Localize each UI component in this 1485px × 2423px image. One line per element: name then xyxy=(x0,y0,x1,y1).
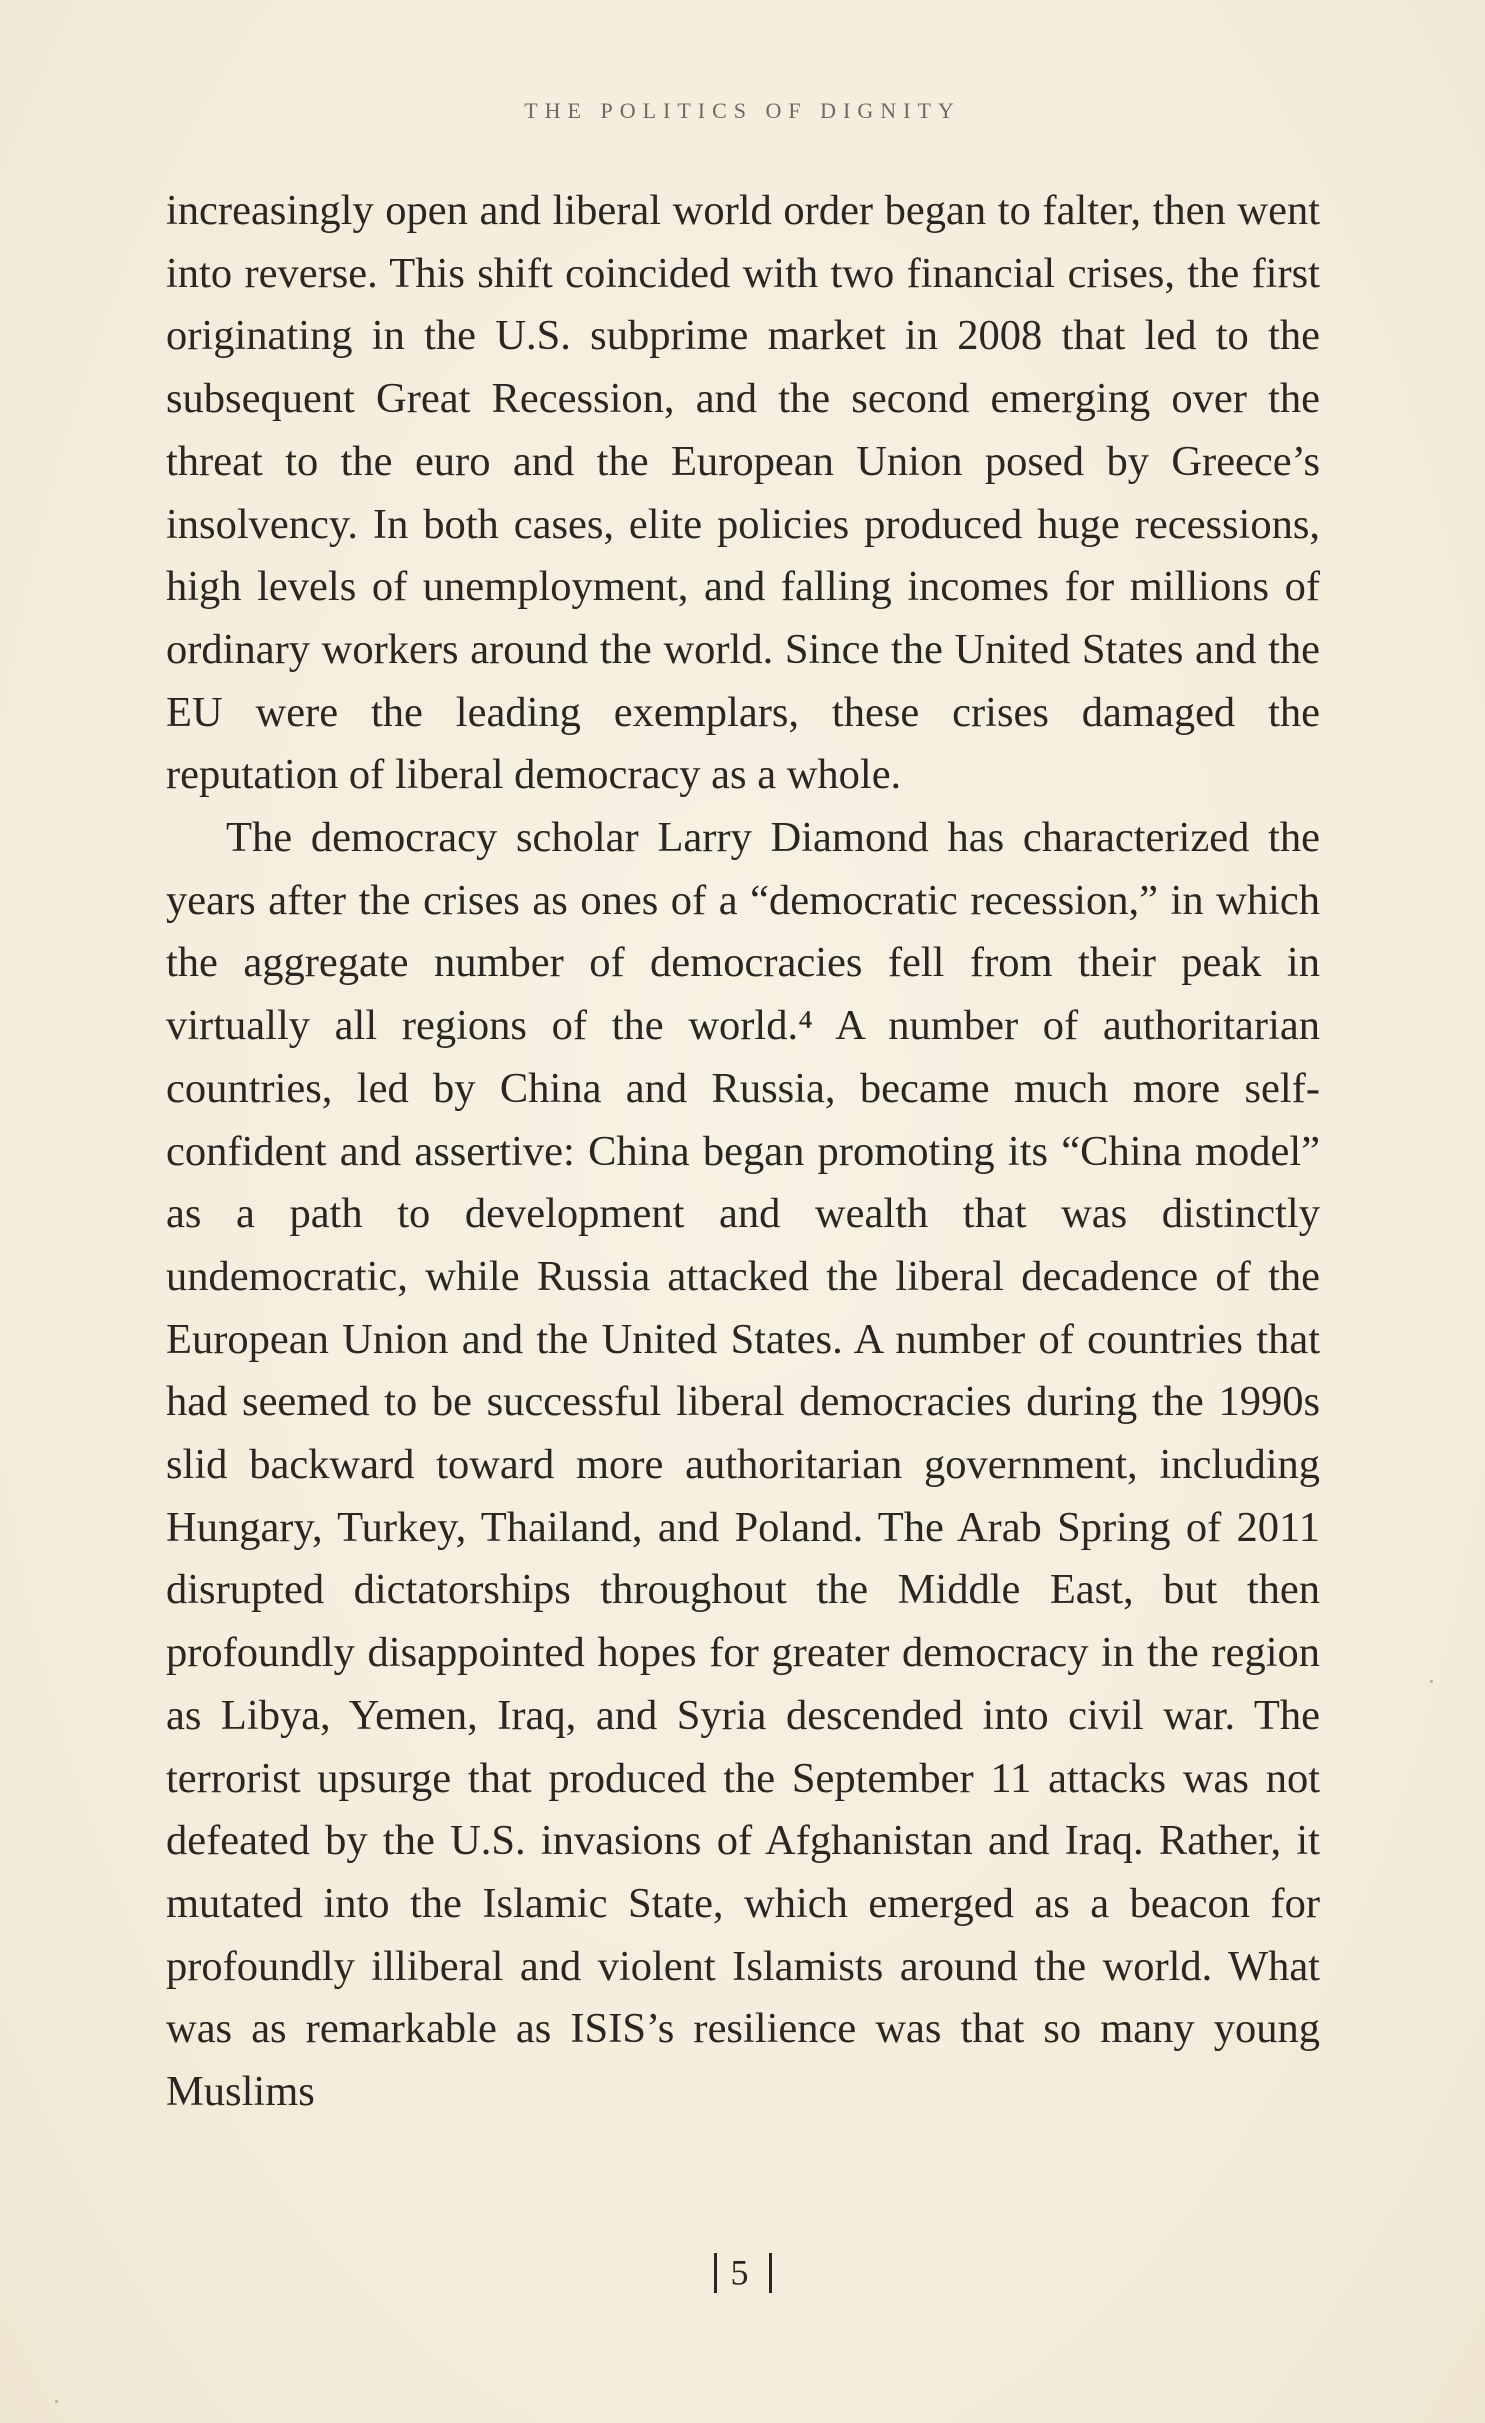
body-text xyxy=(166,180,1320,2124)
page-folio xyxy=(0,2248,1485,2294)
running-head: THE POLITICS OF DIGNITY xyxy=(524,98,961,123)
folio-left-rule xyxy=(714,2253,717,2293)
paper-speck xyxy=(1430,1680,1433,1683)
paragraph-2: The democracy scholar Larry Diamond has characterized the years after the crises as ones of a “democratic recession,” in which the aggregate number of democracies fell from their peak in virtually all regions of the world.⁴ A number of authoritarian countries, led by China and Russia, became much more self-confident and assertive: China began promoting its “China model” as a path to development and wealth that was distinctly undemocratic, while Russia attacked the liberal decadence of the European Union and the United States. A number of countries that had seemed to be successful liberal democracies during the 1990s slid backward toward more authoritarian government, including Hungary, Turkey, Thailand, and Poland. The Arab Spring of 2011 disrupted dictatorships throughout the Middle East, but then profoundly disappointed hopes for greater democracy in the region as Libya, Yemen, Iraq, and Syria descended into civil war. The terrorist upsurge that produced the September 11 attacks was not defeated by the U.S. invasions of Afghanistan and Iraq. Rather, it mutated into the Islamic State, which emerged as a beacon for profoundly illiberal and violent Islamists around the world. What was as remarkable as ISIS’s resilience was that so many young Muslims xyxy=(166,814,1320,2116)
folio-right-rule xyxy=(769,2253,772,2293)
paper-speck xyxy=(55,2400,58,2403)
page-number: 5 xyxy=(730,2252,755,2293)
paragraph-1: increasingly open and liberal world order began to falter, then went into reverse. This shift coincided with two financial crises, the first originating in the U.S. subprime market in 2008 that led to the subsequent Great Recession, and the second emerging over the threat to the euro and the European Union posed by Greece’s insolvency. In both cases, elite policies produced huge recessions, high levels of unemployment, and falling incomes for millions of ordinary workers around the world. Since the United States and the EU were the leading exemplars, these crises damaged the reputation of liberal democracy as a whole. xyxy=(166,187,1320,799)
